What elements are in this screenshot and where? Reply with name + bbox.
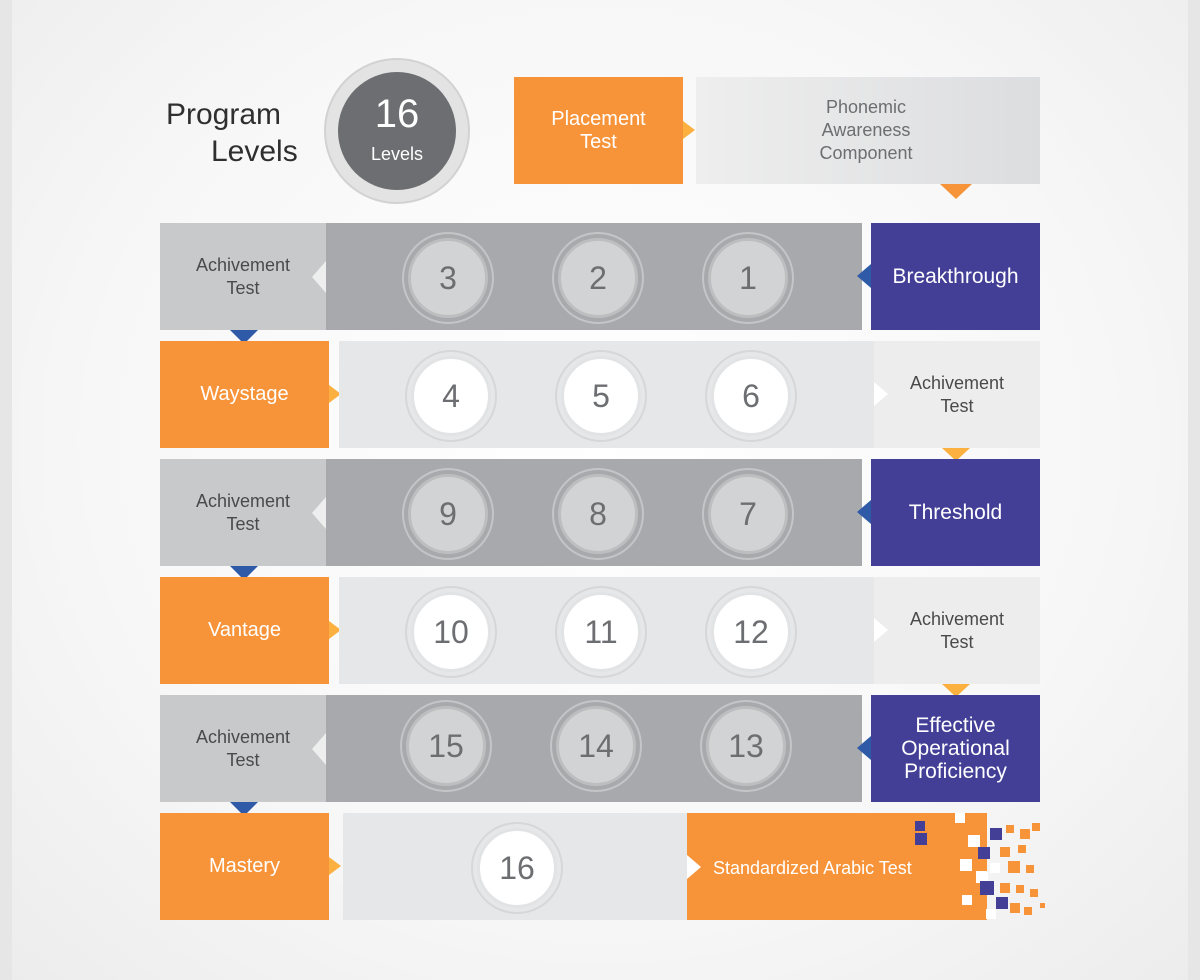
level-5-circle: 5 bbox=[561, 356, 641, 436]
row-4-achievement-test bbox=[874, 577, 1040, 684]
levels-badge-number: 16 bbox=[374, 92, 420, 136]
arrow-right-icon bbox=[683, 121, 695, 139]
test-label: Test bbox=[226, 749, 260, 770]
arrow-left-icon bbox=[857, 500, 871, 524]
achievement-label: Achivement bbox=[195, 254, 291, 275]
level-13-circle: 13 bbox=[706, 706, 786, 786]
level-7-circle: 7 bbox=[708, 474, 788, 554]
level-10-circle: 10 bbox=[411, 592, 491, 672]
test-label: Test bbox=[226, 513, 260, 534]
level-3-circle: 3 bbox=[408, 238, 488, 318]
breakthrough-box bbox=[871, 223, 1040, 330]
eop-line-3: Proficiency bbox=[904, 760, 1007, 783]
level-2-circle: 2 bbox=[558, 238, 638, 318]
row-3-achievement-test bbox=[160, 459, 326, 566]
level-1-circle: 1 bbox=[708, 238, 788, 318]
phonemic-line-3: Component bbox=[819, 143, 913, 163]
standardized-arabic-test-label: Standardized Arabic Test bbox=[713, 858, 912, 878]
threshold-box bbox=[871, 459, 1040, 566]
arrow-right-icon bbox=[329, 857, 341, 875]
phonemic-awareness-box bbox=[696, 77, 1040, 184]
level-9-circle: 9 bbox=[408, 474, 488, 554]
vantage-label: Vantage bbox=[207, 619, 282, 641]
arrow-left-icon bbox=[857, 264, 871, 288]
mastery-label: Mastery bbox=[208, 855, 281, 877]
placement-line-1: Placement bbox=[551, 107, 646, 130]
level-6-circle: 6 bbox=[711, 356, 791, 436]
test-label: Test bbox=[940, 395, 974, 416]
arrow-right-icon bbox=[874, 618, 888, 642]
test-label: Test bbox=[226, 277, 260, 298]
level-14-circle: 14 bbox=[556, 706, 636, 786]
phonemic-line-1: Phonemic bbox=[825, 97, 907, 117]
placement-test-box bbox=[514, 77, 683, 184]
level-12-circle: 12 bbox=[711, 592, 791, 672]
test-label: Test bbox=[940, 631, 974, 652]
eop-line-2: Operational bbox=[901, 737, 1010, 760]
level-8-circle: 8 bbox=[558, 474, 638, 554]
arrow-left-icon bbox=[312, 733, 326, 765]
effective-operational-proficiency-box bbox=[871, 695, 1040, 802]
levels-badge bbox=[338, 72, 456, 190]
arrow-down-icon bbox=[940, 184, 972, 199]
page-title bbox=[166, 96, 298, 170]
phonemic-line-2: Awareness bbox=[821, 120, 911, 140]
achievement-label: Achivement bbox=[909, 608, 1005, 629]
arrow-left-icon bbox=[857, 736, 871, 760]
level-11-circle: 11 bbox=[561, 592, 641, 672]
eop-line-1: Effective bbox=[915, 714, 996, 737]
threshold-label: Threshold bbox=[908, 501, 1003, 524]
level-15-circle: 15 bbox=[406, 706, 486, 786]
achievement-label: Achivement bbox=[195, 726, 291, 747]
row-2-achievement-test bbox=[874, 341, 1040, 448]
arrow-left-icon bbox=[312, 497, 326, 529]
frame-right bbox=[1188, 0, 1200, 980]
arrow-right-icon bbox=[687, 855, 701, 879]
frame-left bbox=[0, 0, 12, 980]
title-line-1: Program bbox=[166, 98, 282, 131]
arrow-left-icon bbox=[312, 261, 326, 293]
title-line-2: Levels bbox=[211, 135, 298, 168]
vantage-box bbox=[160, 577, 329, 684]
achievement-label: Achivement bbox=[195, 490, 291, 511]
pixel-decoration-icon bbox=[900, 813, 1045, 923]
breakthrough-label: Breakthrough bbox=[892, 265, 1019, 288]
waystage-box bbox=[160, 341, 329, 448]
waystage-label: Waystage bbox=[200, 383, 289, 405]
row-5-achievement-test bbox=[160, 695, 326, 802]
level-16-circle: 16 bbox=[477, 828, 557, 908]
level-4-circle: 4 bbox=[411, 356, 491, 436]
levels-badge-label: Levels bbox=[370, 144, 424, 164]
placement-line-2: Test bbox=[580, 130, 617, 153]
arrow-right-icon bbox=[874, 382, 888, 406]
achievement-label: Achivement bbox=[909, 372, 1005, 393]
row-1-achievement-test bbox=[160, 223, 326, 330]
mastery-box bbox=[160, 813, 329, 920]
